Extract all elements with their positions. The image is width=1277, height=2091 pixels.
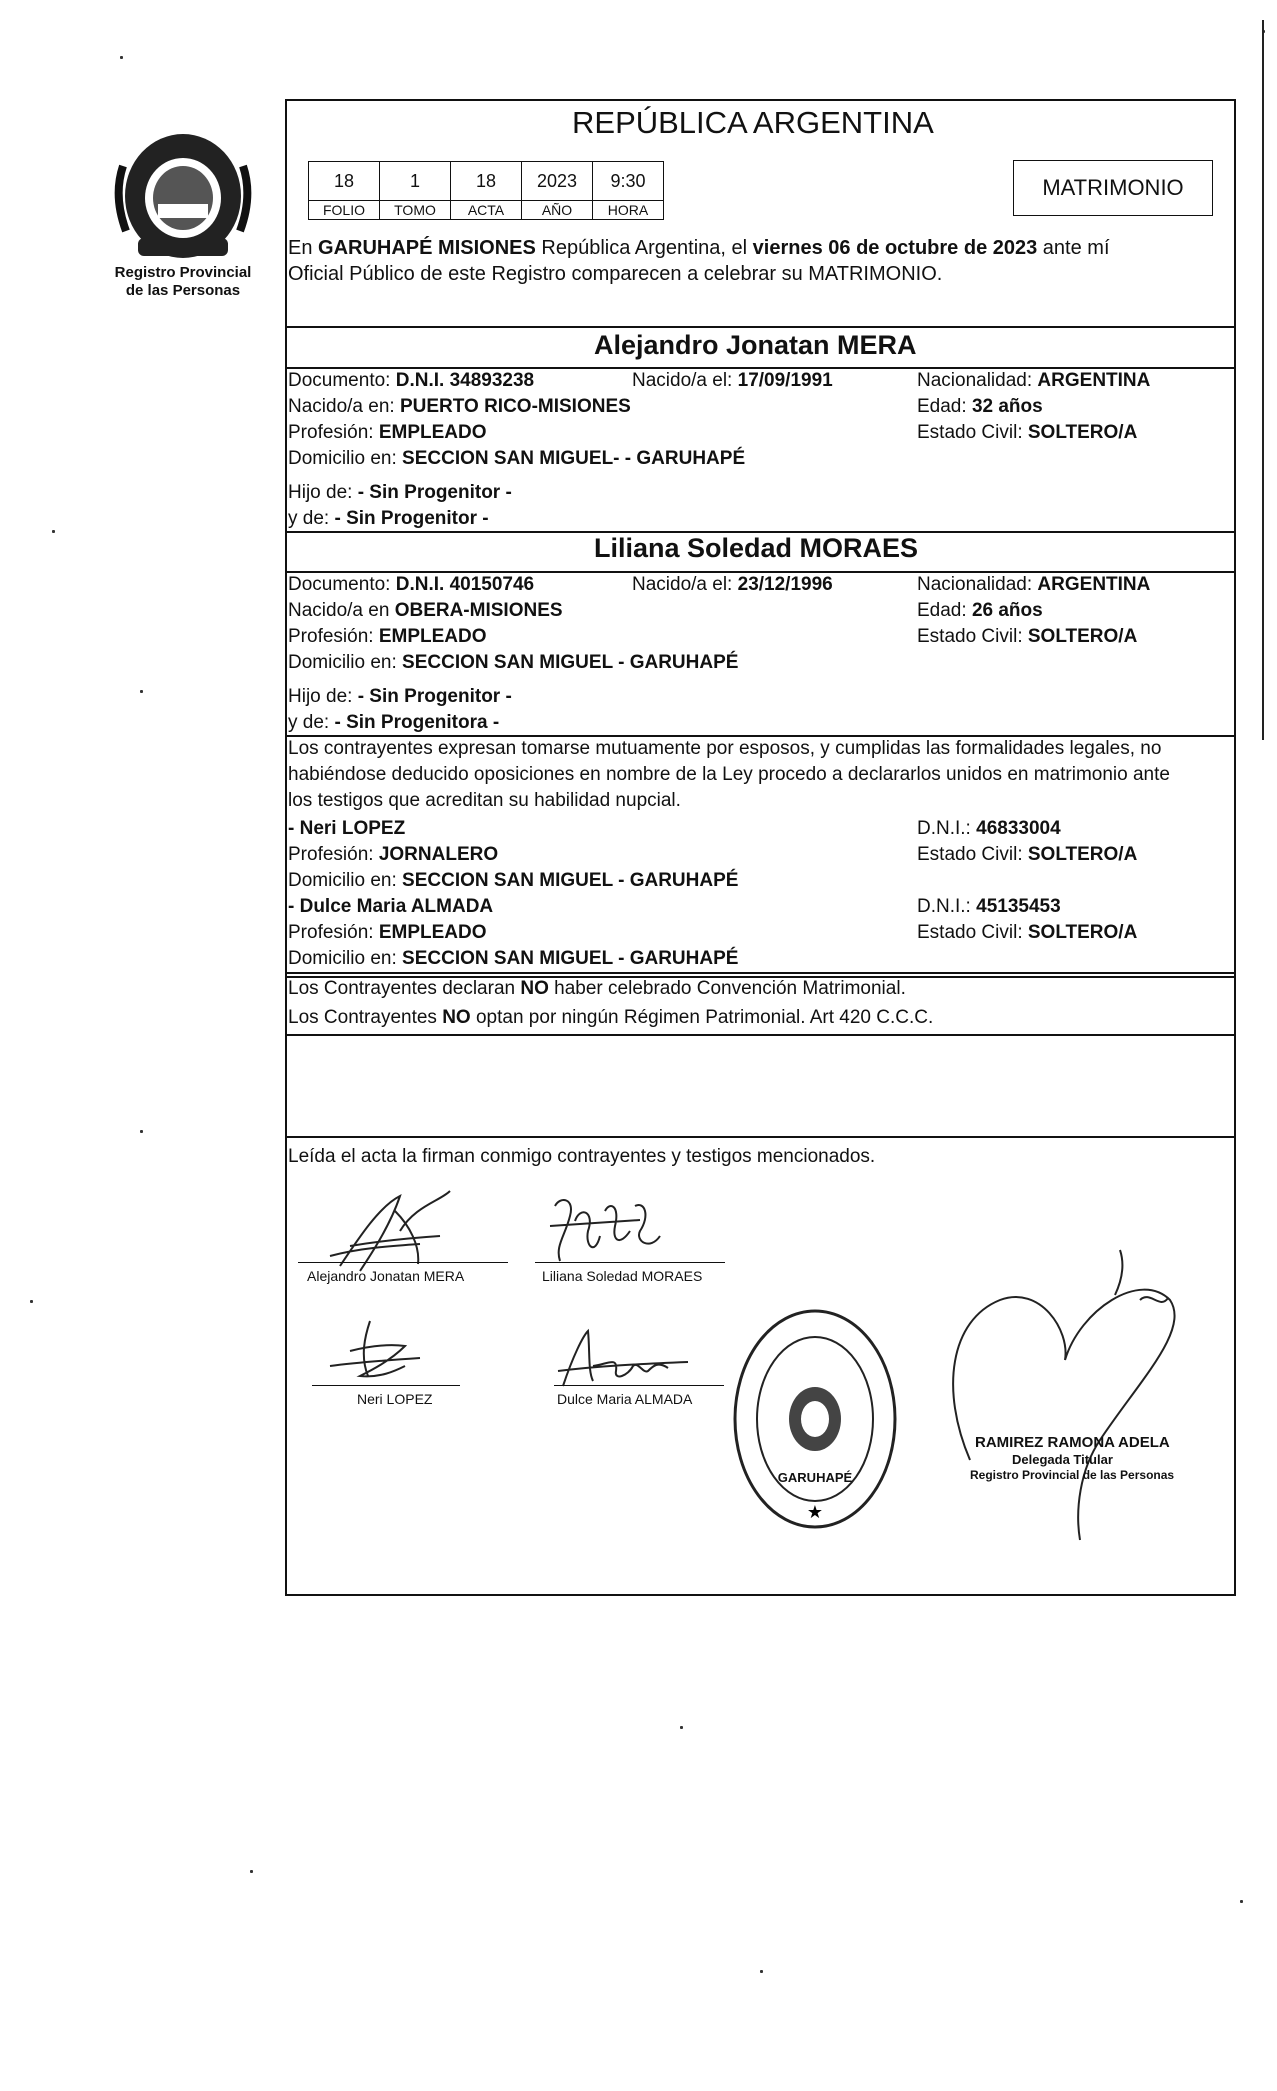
testigo2-dni	[917, 896, 1061, 918]
signature-line	[312, 1385, 460, 1386]
born-label: Nacido/a el:	[632, 574, 738, 595]
age-label: Edad:	[917, 600, 972, 621]
testigo2-prof	[288, 922, 487, 944]
official-name: RAMIREZ RAMONA ADELA	[975, 1434, 1170, 1451]
official-office: Registro Provincial de las Personas	[970, 1468, 1175, 1482]
divider	[285, 735, 1236, 737]
scan-speck	[140, 690, 143, 693]
contrayente1-mother	[288, 508, 489, 530]
testigo1-name: - Neri LOPEZ	[288, 818, 406, 839]
signature-label-lopez: Neri LOPEZ	[357, 1391, 433, 1407]
mother-label: y de:	[288, 712, 335, 733]
contrayente2-father	[288, 686, 512, 708]
civil-value: SOLTERO/A	[1027, 626, 1138, 647]
divider	[285, 367, 1236, 369]
svg-text:★: ★	[806, 1502, 824, 1523]
nat-value: ARGENTINA	[1037, 370, 1151, 391]
born-value: 17/09/1991	[737, 370, 833, 391]
contrayente1-prof	[288, 422, 487, 444]
prof-value: EMPLEADO	[378, 626, 487, 647]
dni-label: D.N.I.:	[917, 818, 977, 839]
civil-label: Estado Civil:	[917, 422, 1028, 443]
contrayente1-place	[288, 396, 631, 418]
contrayente1-dom	[288, 448, 745, 470]
regimen-no: NO	[442, 1007, 471, 1028]
dom-value: SECCION SAN MIGUEL - GARUHAPÉ	[402, 948, 739, 969]
regimen-text-b: optan por ningún Régimen Patrimonial. Art 420 C.C.C.	[470, 1007, 934, 1028]
testigo1-dni	[917, 818, 1061, 840]
dom-label: Domicilio en:	[288, 448, 403, 469]
scan-speck	[680, 1726, 683, 1729]
convencion-line-2	[288, 1007, 933, 1029]
contrayente1-born	[632, 370, 833, 392]
declaracion-line-2: habiéndose deducido oposiciones en nombre de la Ley procedo a declararlos unidos en matrimonio ante	[288, 764, 1170, 785]
age-label: Edad:	[917, 396, 972, 417]
closing-statement: Leída el acta la firman conmigo contrayentes y testigos mencionados.	[288, 1146, 876, 1167]
divider	[285, 1034, 1236, 1036]
mother-value: - Sin Progenitora -	[334, 712, 500, 733]
testigo1-civil	[917, 844, 1137, 866]
divider	[285, 1136, 1236, 1138]
dni-label: D.N.I.:	[917, 896, 977, 917]
mother-value: - Sin Progenitor -	[334, 508, 489, 529]
signature-label-moraes: Liliana Soledad MORAES	[542, 1268, 703, 1284]
scan-speck	[1240, 1900, 1243, 1903]
intro-line-1	[288, 237, 1110, 259]
acta-label: ACTA	[451, 201, 522, 220]
contrayente1-nat	[917, 370, 1150, 392]
dom-value: SECCION SAN MIGUEL - GARUHAPÉ	[402, 870, 739, 891]
dni-value: 46833004	[976, 818, 1061, 839]
convencion-text-b: haber celebrado Convención Matrimonial.	[548, 978, 906, 999]
mother-label: y de:	[288, 508, 335, 529]
contrayente2-age	[917, 600, 1043, 622]
convencion-no: NO	[520, 978, 549, 999]
intro-text-c: ante mí	[1037, 237, 1110, 259]
scan-speck	[250, 1870, 253, 1873]
hora-value: 9:30	[593, 162, 664, 201]
born-value: 23/12/1996	[737, 574, 833, 595]
declaracion-line-1: Los contrayentes expresan tomarse mutuamente por esposos, y cumplidas las formalidades legales, no	[288, 738, 1162, 759]
province-seal-icon	[108, 126, 258, 266]
act-type-box: MATRIMONIO	[1013, 160, 1213, 216]
civil-value: SOLTERO/A	[1027, 844, 1138, 865]
father-value: - Sin Progenitor -	[357, 686, 512, 707]
civil-label: Estado Civil:	[917, 844, 1028, 865]
place-value: PUERTO RICO-MISIONES	[399, 396, 631, 417]
contrayente2-place	[288, 600, 563, 622]
divider	[285, 326, 1236, 328]
prof-value: JORNALERO	[378, 844, 499, 865]
signature-label-almada: Dulce Maria ALMADA	[557, 1391, 693, 1407]
contrayente1-doc	[288, 370, 534, 392]
intro-text-a: En	[288, 237, 319, 259]
scan-speck	[120, 56, 123, 59]
dom-label: Domicilio en:	[288, 652, 403, 673]
scan-speck	[30, 1300, 33, 1303]
civil-label: Estado Civil:	[917, 626, 1028, 647]
tomo-label: TOMO	[380, 201, 451, 220]
contrayente2-born	[632, 574, 833, 596]
contrayente2-name: Liliana Soledad MORAES	[594, 533, 919, 563]
folio-value: 18	[309, 162, 380, 201]
dom-value: SECCION SAN MIGUEL - GARUHAPÉ	[402, 652, 739, 673]
registry-logo	[108, 126, 258, 299]
contrayente2-mother	[288, 712, 499, 734]
signature-lopez	[310, 1316, 440, 1396]
doc-label: Documento:	[288, 370, 396, 391]
contrayente1-name: Alejandro Jonatan MERA	[594, 330, 917, 360]
prof-label: Profesión:	[288, 626, 379, 647]
prof-label: Profesión:	[288, 844, 379, 865]
place-label: Nacido/a en	[288, 600, 395, 621]
contrayente2-doc	[288, 574, 534, 596]
civil-value: SOLTERO/A	[1027, 422, 1138, 443]
prof-label: Profesión:	[288, 922, 379, 943]
father-label: Hijo de:	[288, 482, 358, 503]
intro-line-2: Oficial Público de este Registro comparecen a celebrar su MATRIMONIO.	[288, 263, 943, 285]
civil-value: SOLTERO/A	[1027, 922, 1138, 943]
official-stamp	[730, 1306, 900, 1532]
regimen-text-a: Los Contrayentes	[288, 1007, 443, 1028]
contrayente1-father	[288, 482, 512, 504]
testigo2-name: - Dulce Maria ALMADA	[288, 896, 494, 917]
contrayente2-nat	[917, 574, 1150, 596]
nat-value: ARGENTINA	[1037, 574, 1151, 595]
logo-caption-1: Registro Provincial	[114, 264, 252, 281]
testigo1-dom	[288, 870, 738, 892]
doc-value: D.N.I. 40150746	[395, 574, 535, 595]
dom-label: Domicilio en:	[288, 948, 403, 969]
civil-label: Estado Civil:	[917, 922, 1028, 943]
age-value: 26 años	[971, 600, 1043, 621]
dom-value: SECCION SAN MIGUEL- - GARUHAPÉ	[402, 448, 746, 469]
divider	[285, 571, 1236, 573]
doc-value: D.N.I. 34893238	[395, 370, 535, 391]
intro-text-b: República Argentina, el	[535, 237, 753, 259]
testigo2-dom	[288, 948, 738, 970]
contrayente1-civil	[917, 422, 1137, 444]
contrayente2-civil	[917, 626, 1137, 648]
scan-edge-line	[1262, 20, 1264, 740]
contrayente1-age	[917, 396, 1043, 418]
logo-caption-2: de las Personas	[125, 282, 241, 299]
stamp-bottom-text: GARUHAPÉ	[777, 1470, 853, 1485]
intro-place: GARUHAPÉ MISIONES	[318, 237, 536, 259]
signature-oficial	[940, 1240, 1190, 1560]
page-title: REPÚBLICA ARGENTINA	[572, 105, 934, 140]
dom-label: Domicilio en:	[288, 870, 403, 891]
signature-line	[554, 1385, 724, 1386]
hora-label: HORA	[593, 201, 664, 220]
prof-value: EMPLEADO	[378, 422, 487, 443]
anio-label: AÑO	[522, 201, 593, 220]
acta-value: 18	[451, 162, 522, 201]
nat-label: Nacionalidad:	[917, 574, 1038, 595]
nat-label: Nacionalidad:	[917, 370, 1038, 391]
testigo1-prof	[288, 844, 498, 866]
place-label: Nacido/a en:	[288, 396, 400, 417]
age-value: 32 años	[971, 396, 1043, 417]
signature-line	[298, 1262, 508, 1263]
contrayente2-prof	[288, 626, 487, 648]
official-role: Delegada Titular	[1012, 1452, 1113, 1467]
signature-line	[535, 1262, 725, 1263]
scan-speck	[760, 1970, 763, 1973]
registry-counters	[308, 161, 664, 220]
doc-label: Documento:	[288, 574, 396, 595]
prof-value: EMPLEADO	[378, 922, 487, 943]
declaracion-line-3: los testigos que acreditan su habilidad nupcial.	[288, 790, 681, 811]
father-label: Hijo de:	[288, 686, 358, 707]
father-value: - Sin Progenitor -	[357, 482, 512, 503]
contrayente2-dom	[288, 652, 738, 674]
testigo2-civil	[917, 922, 1137, 944]
signature-label-mera: Alejandro Jonatan MERA	[307, 1268, 465, 1284]
convencion-line-1	[288, 978, 906, 1000]
prof-label: Profesión:	[288, 422, 379, 443]
divider	[285, 972, 1236, 974]
anio-value: 2023	[522, 162, 593, 201]
convencion-text-a: Los Contrayentes declaran	[288, 978, 521, 999]
born-label: Nacido/a el:	[632, 370, 738, 391]
place-value: OBERA-MISIONES	[394, 600, 563, 621]
dni-value: 45135453	[976, 896, 1061, 917]
folio-label: FOLIO	[309, 201, 380, 220]
tomo-value: 1	[380, 162, 451, 201]
intro-date: viernes 06 de octubre de 2023	[752, 237, 1038, 259]
scan-speck	[52, 530, 55, 533]
scan-speck	[140, 1130, 143, 1133]
